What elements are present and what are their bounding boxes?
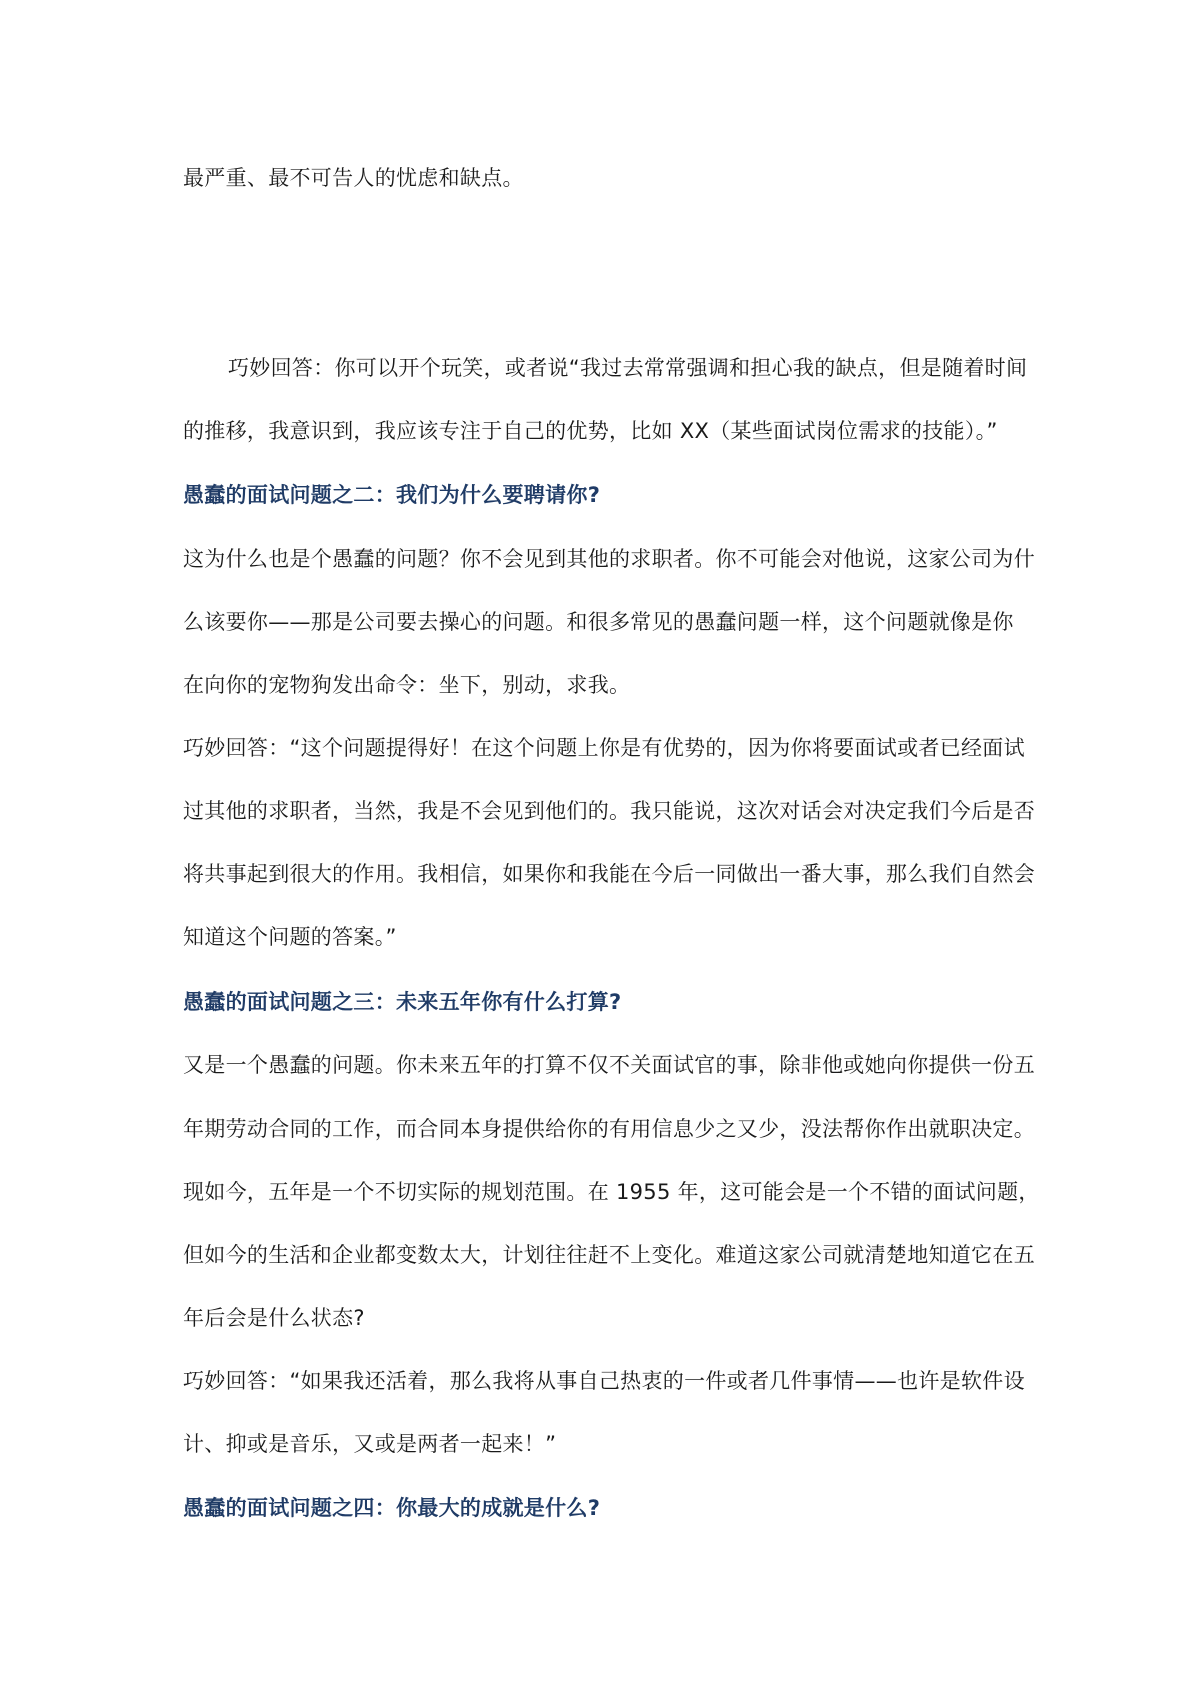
paragraph-line: 现如今，五年是一个不切实际的规划范围。在 1955 年，这可能会是一个不错的面试问题，	[183, 1180, 1040, 1204]
paragraph-line: 但如今的生活和企业都变数太大，计划往往赶不上变化。难道这家公司就清楚地知道它在五	[183, 1243, 1035, 1267]
paragraph-line: 又是一个愚蠢的问题。你未来五年的打算不仅不关面试官的事，除非他或她向你提供一份五	[183, 1053, 1035, 1077]
paragraph-line: 年后会是什么状态?	[183, 1306, 365, 1330]
paragraph-line: 这为什么也是个愚蠢的问题？你不会见到其他的求职者。你不可能会对他说，这家公司为什	[183, 547, 1035, 571]
section-heading: 愚蠢的面试问题之四：你最大的成就是什么?	[183, 1496, 601, 1520]
paragraph-line: 巧妙回答：“这个问题提得好！在这个问题上你是有优势的，因为你将要面试或者已经面试	[183, 736, 1025, 760]
paragraph-line: 的推移，我意识到，我应该专注于自己的优势，比如 XX（某些面试岗位需求的技能）。”	[183, 419, 998, 443]
paragraph-line: 么该要你——那是公司要去操心的问题。和很多常见的愚蠢问题一样，这个问题就像是你	[183, 610, 1014, 634]
paragraph-line: 将共事起到很大的作用。我相信，如果你和我能在今后一同做出一番大事，那么我们自然会	[183, 862, 1035, 886]
paragraph-line: 巧妙回答：“如果我还活着，那么我将从事自己热衷的一件或者几件事情——也许是软件设	[183, 1369, 1025, 1393]
paragraph-line: 年期劳动合同的工作，而合同本身提供给你的有用信息少之又少，没法帮你作出就职决定。	[183, 1117, 1035, 1141]
paragraph-line: 巧妙回答：你可以开个玩笑，或者说“我过去常常强调和担心我的缺点，但是随着时间	[228, 356, 1028, 380]
section-heading: 愚蠢的面试问题之二：我们为什么要聘请你?	[183, 483, 601, 507]
section-heading: 愚蠢的面试问题之三：未来五年你有什么打算?	[183, 990, 622, 1014]
paragraph-line: 最严重、最不可告人的忧虑和缺点。	[183, 166, 524, 190]
paragraph-line: 计、抑或是音乐，又或是两者一起来！”	[183, 1432, 557, 1456]
paragraph-line: 知道这个问题的答案。”	[183, 925, 397, 949]
paragraph-line: 过其他的求职者，当然，我是不会见到他们的。我只能说，这次对话会对决定我们今后是否	[183, 799, 1035, 823]
paragraph-line: 在向你的宠物狗发出命令：坐下，别动，求我。	[183, 673, 631, 697]
